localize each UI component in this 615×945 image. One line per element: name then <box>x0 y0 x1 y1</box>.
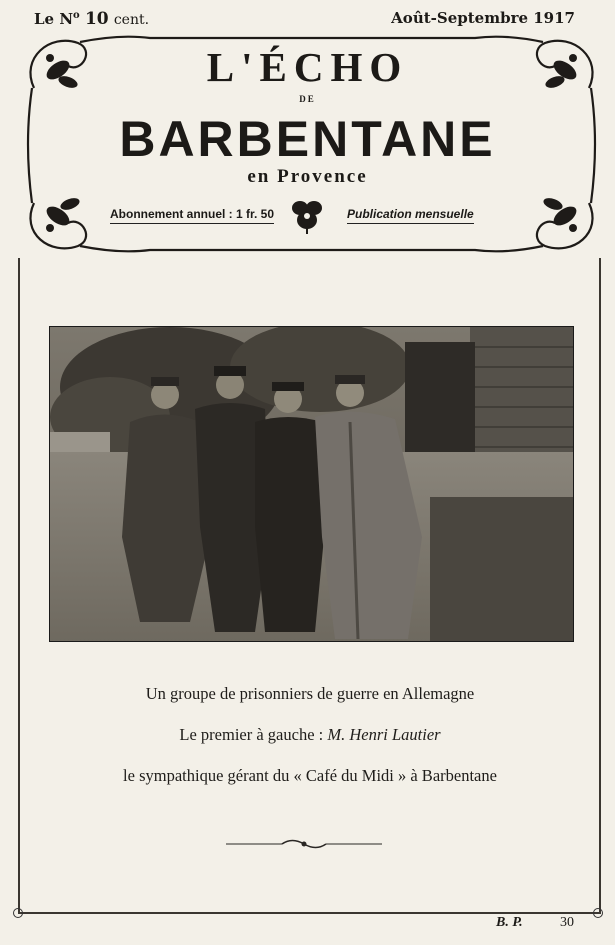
page-border-right <box>599 258 601 912</box>
publication-frequency: Publication mensuelle <box>347 207 474 224</box>
title-main: BARBENTANE <box>119 111 496 167</box>
title-top: L'ÉCHO <box>206 44 409 90</box>
title-sub: en Provence <box>247 166 368 187</box>
subscription-price: Abonnement annuel : 1 fr. 50 <box>110 207 274 224</box>
page-number: 30 <box>560 915 574 930</box>
corner-ring-left <box>13 908 23 918</box>
caption-line-1: Un groupe de prisonniers de guerre en Allemagne <box>145 684 475 703</box>
photograph <box>49 326 574 642</box>
caption-line-3: le sympathique gérant du « Café du Midi » à Barbentane <box>123 766 497 785</box>
page-border-left <box>18 258 20 912</box>
page-border-bottom <box>18 912 601 914</box>
fleuron-divider-icon <box>226 837 382 851</box>
issue-date: Août-Septembre 1917 <box>391 9 575 27</box>
title-de: DE <box>299 94 316 104</box>
photograph-of-four-soldiers-icon <box>50 327 574 642</box>
corner-ring-right <box>593 908 603 918</box>
printer-mark: B. P. <box>496 915 523 930</box>
caption-line-2: Le premier à gauche : M. Henri Lautier <box>179 725 441 744</box>
issue-number: Le $N^o$ 10 cent. <box>34 9 150 29</box>
pansy-icon <box>290 198 324 234</box>
